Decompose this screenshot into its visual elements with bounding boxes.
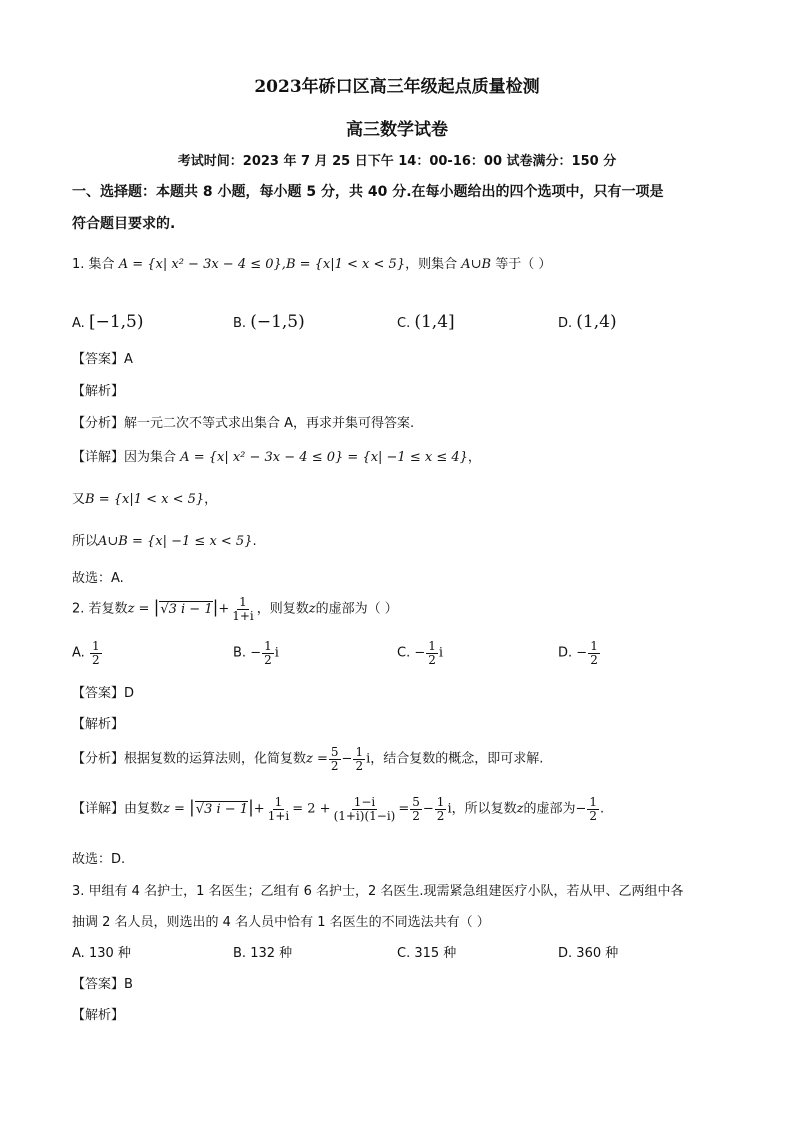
math-set-b: B = {x|1 < x < 5} (285, 257, 406, 272)
also-line: 又B = {x|1 < x < 5}， (72, 492, 218, 507)
math-set-a: A = {x| x² − 3x − 4 ≤ 0} (118, 257, 282, 272)
question-number: 1. (72, 257, 85, 272)
exam-subtitle: 高三数学试卷 (346, 120, 448, 140)
fenxi-line: 【分析】根据复数的运算法则，化简复数z = $\frac{5}{2}$ − $\frac{1}{2}$ i，结合复数的概念，即可求解. (72, 745, 544, 773)
choose-line: 故选：D. (72, 852, 126, 867)
exam-title: 2023年硚口区高三年级起点质量检测 (254, 77, 540, 97)
option-b: B. 132 种 (233, 946, 293, 961)
option-b: B. (−1,5) (233, 312, 305, 332)
answer-line: 【答案】B (72, 977, 133, 992)
detail-line: 【详解】因为集合 A = {x| x² − 3x − 4 ≤ 0} = {x| −1 ≤ x ≤ 4}， (72, 450, 481, 465)
answer-line: 【答案】A (72, 352, 133, 367)
option-c: C. 315 种 (397, 946, 457, 961)
analysis-label: 【解析】 (72, 717, 125, 732)
option-c: C. (1,4] (397, 312, 455, 332)
section-heading-line1: 一、选择题：本题共 8 小题，每小题 5 分，共 40 分.在每小题给出的四个选项中，只有一项是 (72, 184, 664, 200)
option-a: A. 130 种 (72, 946, 131, 961)
option-d: D. − $\frac{1}{2}$ (558, 639, 598, 667)
choose-line: 故选：A. (72, 571, 124, 586)
math-union: A∪B (461, 257, 492, 272)
answer-line: 【答案】D (72, 686, 135, 701)
section-heading-line2: 符合题目要求的. (72, 216, 176, 232)
option-c: C. − $\frac{1}{2}$ i (397, 639, 444, 667)
analysis-label: 【解析】 (72, 1008, 125, 1023)
option-d: D. 360 种 (558, 946, 619, 961)
question-3-line2: 抽调 2 名人员，则选出的 4 名人员中恰有 1 名医生的不同选法共有（ ） (72, 915, 490, 930)
so-line: 所以A∪B = {x| −1 ≤ x < 5}. (72, 534, 257, 549)
question-2: 2. 若复数z = |√3 i − 1|+ $\frac{1}{1+i}$ ，则复数z的虚部为（ ） (72, 595, 398, 623)
option-b: B. − $\frac{1}{2}$ i (233, 639, 279, 667)
option-a: A. $\frac{1}{2}$ (72, 639, 100, 667)
detail-line: 【详解】由复数z = |√3 i − 1|+ $\frac{1}{1+i}$ = 2 + $\frac{1-i}{(1+i)(1-i)}$ = $\frac{5}{2}$ − $\frac{1}{2}$ i，所以复数z的虚部为− $\frac{1}{2}$ . (72, 795, 605, 823)
option-a: A. [−1,5) (72, 312, 144, 332)
fenxi-line: 【分析】解一元二次不等式求出集合 A，再求并集可得答案. (72, 416, 415, 431)
question-3-line1: 3. 甲组有 4 名护士，1 名医生；乙组有 6 名护士，2 名医生.现需紧急组建医疗小队，若从甲、乙两组中各 (72, 884, 684, 899)
question-number: 2. (72, 601, 85, 617)
option-d: D. (1,4) (558, 312, 617, 332)
analysis-label: 【解析】 (72, 384, 125, 399)
question-1: 1. 集合 A = {x| x² − 3x − 4 ≤ 0},B = {x|1 < x < 5}，则集合 A∪B 等于（ ） (72, 257, 552, 272)
exam-info: 考试时间：2023 年 7 月 25 日下午 14：00-16：00 试卷满分：150 分 (177, 154, 617, 169)
